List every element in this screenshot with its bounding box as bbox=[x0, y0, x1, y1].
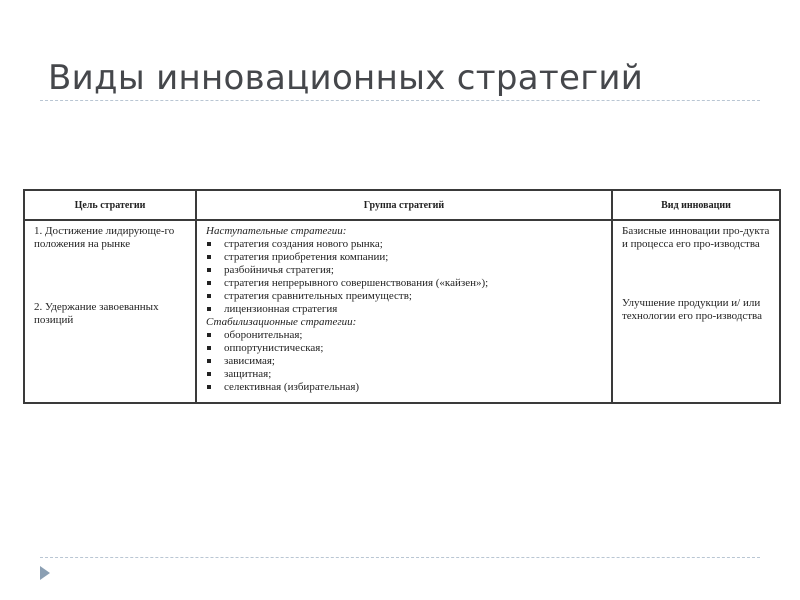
footer-divider bbox=[40, 557, 760, 558]
list-item: оппортунистическая; bbox=[206, 342, 605, 355]
table-header-row bbox=[24, 190, 780, 220]
stabilization-strategies-list bbox=[206, 329, 605, 394]
next-slide-arrow-icon[interactable] bbox=[40, 566, 50, 580]
group-cell bbox=[196, 220, 612, 403]
stabilization-group-title: Стабилизационные стратегии: bbox=[206, 316, 357, 328]
offensive-group-title: Наступательные стратегии: bbox=[206, 225, 347, 237]
table-row bbox=[24, 220, 780, 403]
header-group: Группа стратегий bbox=[196, 190, 612, 220]
header-goal: Цель стратегии bbox=[24, 190, 196, 220]
list-item: селективная (избирательная) bbox=[206, 381, 605, 394]
list-item: стратегия приобретения компании; bbox=[206, 251, 605, 264]
list-item: стратегия создания нового рынка; bbox=[206, 238, 605, 251]
list-item: стратегия сравнительных преимуществ; bbox=[206, 290, 605, 303]
innovation-improvement: Улучшение продукции и/ или технологии его про-изводства bbox=[622, 297, 762, 322]
list-item: разбойничья стратегия; bbox=[206, 264, 605, 277]
innovation-cell bbox=[612, 220, 780, 403]
innovation-basic: Базисные инновации про-дукта и процесса его про-изводства bbox=[622, 225, 770, 250]
slide-title: Виды инновационных стратегий bbox=[48, 58, 644, 98]
title-divider bbox=[40, 100, 760, 101]
strategy-table bbox=[23, 189, 781, 404]
list-item: лицензионная стратегия bbox=[206, 303, 605, 316]
list-item: стратегия непрерывного совершенствования («кайзен»); bbox=[206, 277, 605, 290]
list-item: зависимая; bbox=[206, 355, 605, 368]
list-item: защитная; bbox=[206, 368, 605, 381]
goal-leadership: 1. Достижение лидирующе-го положения на рынке bbox=[34, 225, 175, 250]
header-innovation: Вид инновации bbox=[612, 190, 780, 220]
goal-retention: 2. Удержание завоеванных позиций bbox=[34, 301, 159, 326]
list-item: оборонительная; bbox=[206, 329, 605, 342]
goal-cell bbox=[24, 220, 196, 403]
offensive-strategies-list bbox=[206, 238, 605, 316]
